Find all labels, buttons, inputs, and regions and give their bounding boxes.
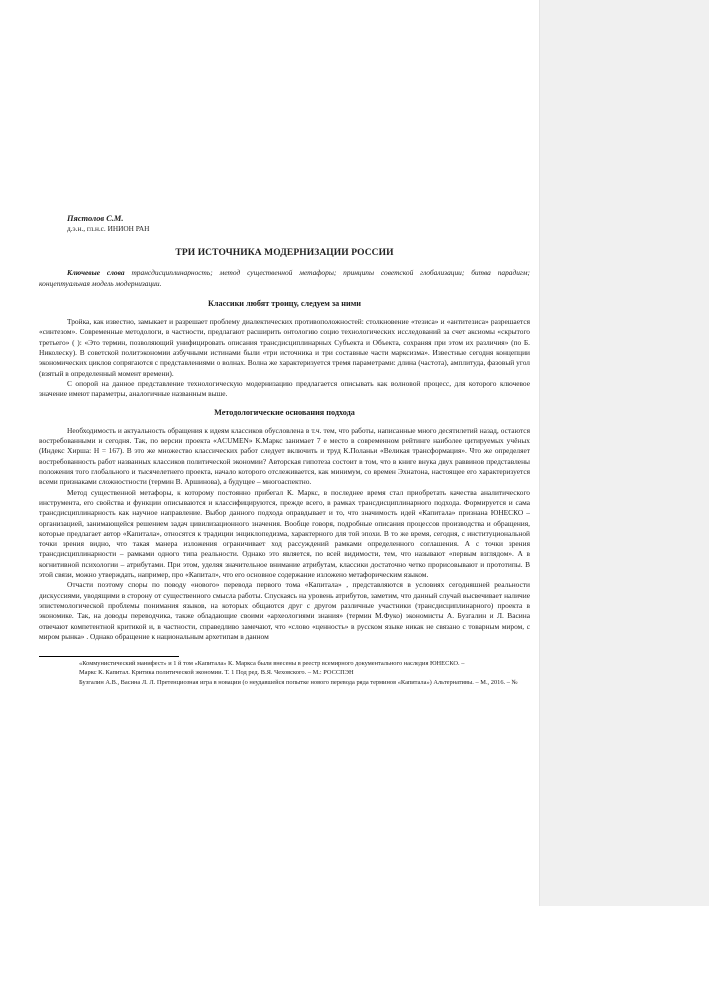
paragraph: Тройка, как известно, замыкает и разрешает проблему диалектических противоположностей: столкновение «тезиса» и «антитезиса» разрешается «синтезом». Современные методологи, в частности, предлагают расширить онтологию социо технологических исследований за счет аксиомы «скрытого третьего» ( ): «Это термин, позволяющий унифицировать описания трансдисциплинарных Субъекта и Объекта, сохраняя при этом их различия» (по Б. Николеску). В советской политэкономии азбучными истинами были «три источника и три составные части марксизма». Известные сегодня концепции экономических циклов сопрягаются с представлениями о волнах. Волна же характеризуется тремя параметрами: длина (частота), амплитуда, фазовый угол (взятый в определенный момент времени). bbox=[39, 317, 530, 378]
comment-pane bbox=[539, 0, 709, 906]
footnote: Бузгалин А.В., Васина Л. Л. Претенциозная игра в новации (о неудавшейся попытке нового перевода ряда терминов «Капитала») Альтернативы. – М., 2016. – № bbox=[79, 678, 518, 686]
footnote: Маркс К. Капитал. Критика политической экономии. Т. 1 Под ред. В.Я. Чеховского. – М.: РОССПЭН bbox=[79, 669, 354, 677]
paragraph: Отчасти поэтому споры по поводу «нового» перевода первого тома «Капитала» , представляются в условиях сегодняшней реальности дискуссиями, уводящими в сторону от существенного смысла работы. Спускаясь на уровень атрибутов, заметим, что данный случай высвечивает наличие эпистемологической проблемы понимания языков, на которых общаются друг с другом различные участники (трансдисциплинарного) проекта в экономике. Так, на доводы переводчика, также обладающие своими «археологиями знания» (термин М.Фуко) экономисты А. Бузгалин и Л. Васина отвечают компетентной критикой и, в частности, справедливо замечают, что «слово «ценность» в русском языке никак не связано с товарным миром, с миром рынка» . Однако обращение к национальным архетипам в данном bbox=[39, 580, 530, 641]
paragraph: Метод существенной метафоры, к которому постоянно прибегал К. Маркс, в последнее время стал приобретать качества аналитического инструмента, его свойства и функции описываются и классифицируются, прежде всего, в рамках трансдисциплинарного подхода. Формируется и сама трансдисциплинарность как научное направление. Выбор данного подхода оправдывает и то, что значимость идей «Капитала» признана ЮНЕСКО – организацией, занимающейся решением задач цивилизационного значения. Вообще говоря, подробные описания процессов производства и обращения, которые предлагает автор «Капитала», относятся к традиции энциклопедизма, характерного для той эпохи. В то же время, сегодня, с институциональной точки зрения видно, что такая манера изложения ограничивает ход рассуждений рамками определенного соглашения. А с точки зрения трансдисциплинарности – рамками одного типа реальности. Однако это является, по всей видимости, тем, что называют «первым взглядом». А в когнитивной психологии – атрибутами. При этом, уделяя значительное внимание атрибутам, классики достаточно четко прорисовывают и прототипы. В этой связи, можно утверждать, например, про «Капитал», что его основное содержание изложено метафорическим языком. bbox=[39, 487, 530, 580]
author-affiliation: д.э.н., гл.н.с. ИНИОН РАН bbox=[67, 224, 150, 233]
paragraph: С опорой на данное представление технологическую модернизацию предлагается описывать как волновой процесс, для которого ключевое значение имеют параметры, аналогичные названным выше. bbox=[39, 378, 530, 399]
keywords-text: трансдисциплинарность; метод существенной метафоры; принципы советской глобализации; битва парадигм; концептуальная модель модернизации. bbox=[39, 268, 530, 288]
section-heading: Методологические основания подхода bbox=[214, 407, 355, 417]
footnote-separator bbox=[39, 656, 179, 657]
keywords-label: Ключевые слова bbox=[67, 268, 125, 278]
author-name: Пястолов С.М. bbox=[67, 214, 124, 223]
paragraph: Необходимость и актуальность обращения к идеям классиков обусловлена в т.ч. тем, что работы, написанные много десятилетий назад, остаются востребованными и сегодня. Так, по версии проекта «ACUMEN» К.Маркс занимает 7 е место в современном рейтинге наиболее цитируемых учёных (Индекс Хирша: H = 167). В это же множество классических работ следует включить и труд К.Поланьи «Великая трансформация». Что же определяет востребованность работ названных классиков политической экономии? Авторская гипотеза состоит в том, что в книге внука двух раввинов представлены положения того глобального и тысячелетнего проекта, начало которого отслеживается, как минимум, со времен Эхнатона, настоящее его характеризуется всеми признаками сложностности (термин В. Аршинова), а будущее – многоаспектно. bbox=[39, 425, 530, 487]
document-page bbox=[39, 213, 530, 687]
keywords bbox=[39, 268, 530, 289]
footnote: «Коммунистический манифест» и 1 й том «Капитала» К. Маркса были внесены в реестр всемирного документального наследия ЮНЕСКО. – bbox=[79, 660, 465, 668]
section-heading: Классики любят троицу, следуем за ними bbox=[207, 298, 362, 308]
article-title: ТРИ ИСТОЧНИКА МОДЕРНИЗАЦИИ РОССИИ bbox=[175, 248, 394, 258]
